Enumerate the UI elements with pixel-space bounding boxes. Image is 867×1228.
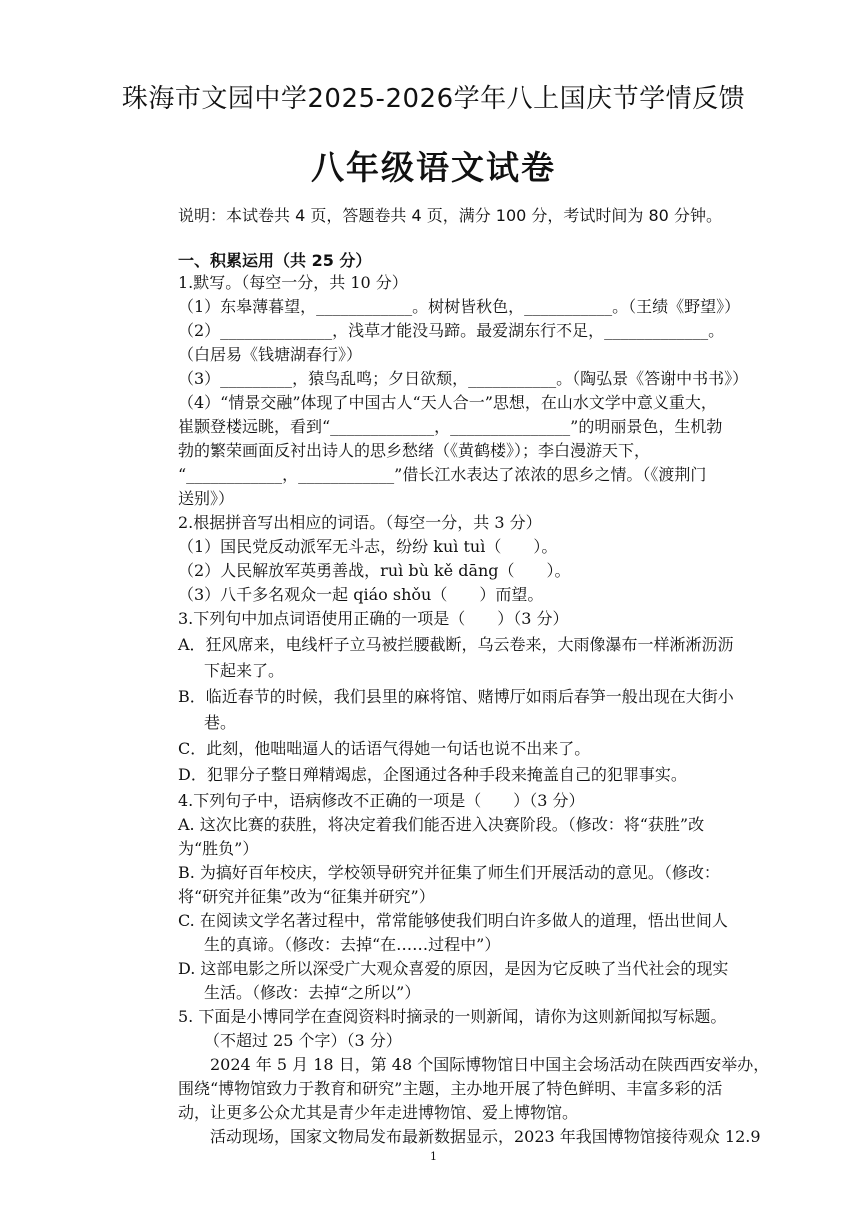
- question-4-option: 生的真谛。（修改：去掉“在……过程中”）: [204, 935, 501, 954]
- question-5-heading: （不超过 25 个字）（3 分）: [204, 1031, 402, 1050]
- question-1-item: （白居易《钱塘湖春行》）: [178, 345, 363, 364]
- exam-instructions: 说明：本试卷共 4 页，答题卷共 4 页，满分 100 分，考试时间为 80 分钟。: [178, 206, 722, 225]
- question-4-option: A. 这次比赛的获胜，将决定着我们能否进入决赛阶段。（修改：将“获胜”改: [178, 815, 705, 834]
- news-paragraph: 动，让更多公众尤其是青少年走进博物馆、爱上博物馆。: [178, 1103, 579, 1122]
- question-1-item: （2）______________，浅草才能没马蹄。最爱湖东行不足，_____________。: [178, 321, 725, 340]
- exam-title: 八年级语文试卷: [311, 148, 556, 187]
- news-paragraph: 活动现场，国家文物局发布最新数据显示，2023 年我国博物馆接待观众 12.9: [210, 1127, 761, 1146]
- question-2-item: （3）八千多名观众一起 qiáo shǒu（ ）而望。: [178, 585, 544, 604]
- question-3-heading: 3.下列句中加点词语使用正确的一项是（ ）（3 分）: [178, 609, 569, 628]
- question-3-option: D．犯罪分子整日殚精竭虑，企图通过各种手段来掩盖自己的犯罪事实。: [178, 765, 687, 784]
- question-4-option: D. 这部电影之所以深受广大观众喜爱的原因，是因为它反映了当代社会的现实: [178, 959, 729, 978]
- news-paragraph: 围绕“博物馆致力于教育和研究”主题，主办地开展了特色鲜明、丰富多彩的活: [178, 1079, 723, 1098]
- question-1-item: （3）_________，猿鸟乱鸣；夕日欲颓，___________。（陶弘景《答谢中书书》）: [178, 369, 749, 388]
- question-1-item: （4）“情景交融”体现了中国古人“天人合一”思想，在山水文学中意义重大，: [178, 393, 717, 412]
- question-2-item: （2）人民解放军英勇善战，ruì bù kě dāng（ ）。: [178, 561, 571, 580]
- page-number: 1: [430, 1150, 437, 1163]
- school-header: 珠海市文园中学2025-2026学年八上国庆节学情反馈: [121, 84, 746, 114]
- question-3-option: 巷。: [204, 713, 237, 732]
- question-2-item: （1）国民党反动派军无斗志，纷纷 kuì tuì（ ）。: [178, 537, 558, 556]
- question-3-option: A．狂风席来，电线杆子立马被拦腰截断，乌云卷来，大雨像瀑布一样淅淅沥沥: [178, 635, 734, 654]
- question-5-heading: 5. 下面是小博同学在查阅资料时摘录的一则新闻，请你为这则新闻拟写标题。: [178, 1007, 727, 1026]
- question-1-item: （1）东皋薄暮望，____________。树树皆秋色，___________。（王绩《野望》）: [178, 297, 741, 316]
- question-1-item: “____________，____________”借长江水表达了浓浓的思乡之情。（《渡荆门: [178, 465, 707, 484]
- question-4-option: 为“胜负”）: [178, 839, 259, 858]
- question-4-heading: 4.下列句子中，语病修改不正确的一项是（ ）（3 分）: [178, 791, 585, 810]
- question-4-option: B. 为搞好百年校庆，学校领导研究并征集了师生们开展活动的意见。（修改：: [178, 863, 720, 882]
- question-3-option: B．临近春节的时候，我们县里的麻将馆、赌博厅如雨后春笋一般出现在大街小: [178, 687, 734, 706]
- question-1-item: 送别》）: [178, 489, 235, 508]
- question-1-item: 勃的繁荣画面反衬出诗人的思乡愁绪（《黄鹤楼》）；李白漫游天下，: [178, 441, 651, 460]
- question-3-option: C．此刻，他咄咄逼人的话语气得她一句话也说不出来了。: [178, 739, 591, 758]
- question-4-option: 将“研究并征集”改为“征集并研究”）: [178, 887, 435, 906]
- section-heading: 一、积累运用（共 25 分）: [178, 251, 372, 270]
- question-1-item: 崔颢登楼远眺，看到“_____________，_______________”的明丽景色，生机勃: [178, 417, 723, 436]
- question-2-heading: 2.根据拼音写出相应的词语。（每空一分，共 3 分）: [178, 513, 542, 532]
- question-3-option: 下起来了。: [204, 661, 285, 680]
- news-paragraph: 2024 年 5 月 18 日，第 48 个国际博物馆日中国主会场活动在陕西西安举办，: [210, 1055, 770, 1074]
- question-1-heading: 1.默写。（每空一分，共 10 分）: [178, 273, 408, 292]
- question-4-option: C. 在阅读文学名著过程中，常常能够使我们明白许多做人的道理，悟出世间人: [178, 911, 728, 930]
- question-4-option: 生活。（修改：去掉“之所以”）: [204, 983, 421, 1002]
